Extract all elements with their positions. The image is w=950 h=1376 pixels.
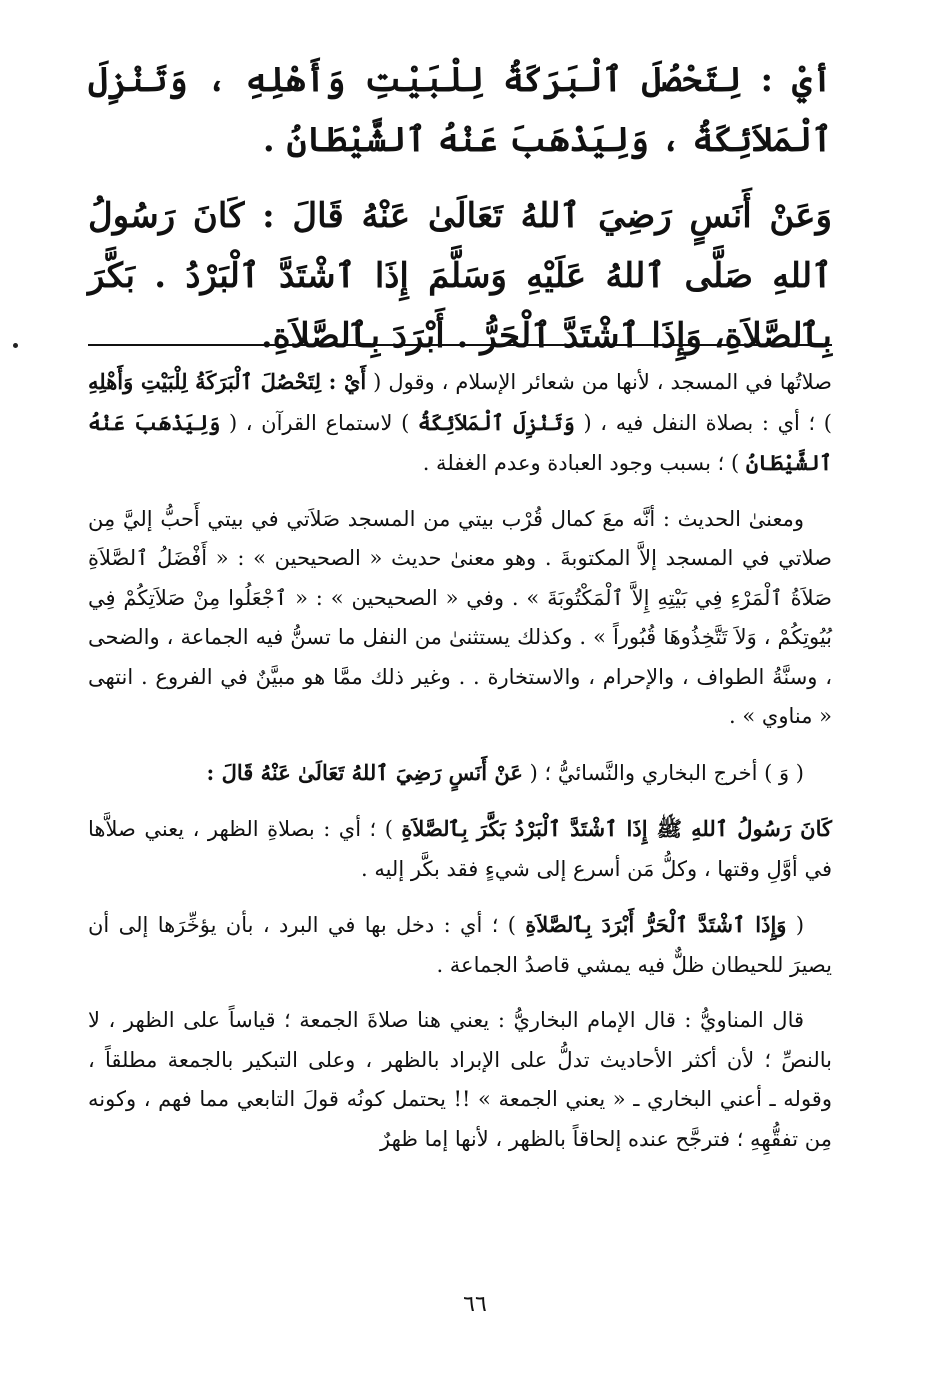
quoted-hadith-text: وَلِيَذْهَبَ عَنْهُ ٱلشَّيْطَانُ	[88, 409, 832, 475]
commentary-section	[88, 362, 832, 1175]
commentary-text: ) ؛ أي : دخل بها في البرد ، بأن يؤخِّرَها إلى أن يصيرَ للحيطان ظلٌّ فيه يمشي قاصدُ الجماعة .	[88, 913, 832, 977]
commentary-text: ) لاستماع القرآن ، (	[220, 410, 418, 435]
commentary-text: (	[786, 913, 805, 937]
main-paragraph-1: أيْ : لِتَحْصُلَ ٱلْبَرَكَةُ لِلْبَيْتِ وَأَهْلِهِ ، وَتَنْزِلَ ٱلْمَلاَئِكَةُ ، وَلِيَذْهَبَ عَنْهُ ٱلشَّيْطَانُ .	[88, 60, 832, 160]
hadith-main-text	[88, 50, 832, 382]
main-paragraph-2: وَعَنْ أَنَسٍ رَضِيَ ٱللهُ تَعَالَىٰ عَنْهُ قَالَ : كَانَ رَسُولُ ٱللهِ صَلَّى ٱللهُ عَلَيْهِ وَسَلَّمَ إِذَا ٱشْتَدَّ ٱلْبَرْدُ . بَكَّرَ بِٱلصَّلاَةِ، وَإِذَا ٱشْتَدَّ ٱلْحَرُّ . أَبْرَدَ بِٱلصَّلاَةِ.	[88, 196, 832, 356]
commentary-paragraph-6: قال المناويُّ : قال الإمام البخاريُّ : يعني هنا صلاةَ الجمعة ؛ قياساً على الظهر ، لا بالنصِّ ؛ لأن أكثر الأحاديث تدلُّ على الإبراد بالظهر ، وعلى التبكير بالجمعة مطلقاً ، وقوله ـ أعني البخاري ـ « يعني الجمعة » !! يحتمل كونُه قولَ التابعي مما فهم ، وكونه مِن تفقُّهِهِ ؛ فترجَّح عنده إلحاقاً بالظهر ، لأنها إما ظهرٌ	[88, 1008, 832, 1151]
commentary-paragraph-5	[88, 905, 832, 985]
footnote-divider	[88, 344, 832, 346]
quoted-hadith-text: عَنْ أَنَسٍ رَضِيَ ٱللهُ تَعَالَىٰ عَنْهُ قَالَ :	[206, 759, 523, 785]
quoted-hadith-text: وَتَنْزِلَ ٱلْمَلاَئِكَةُ	[417, 409, 575, 435]
page-number: ٦٦	[463, 1292, 487, 1317]
commentary-text: صلاتُها في المسجد ، لأنها من شعائر الإسلام ، وقول (	[366, 370, 832, 394]
commentary-paragraph-4	[88, 809, 832, 889]
commentary-text: ) ؛ أي : بصلاة النفل فيه ، (	[574, 410, 832, 435]
commentary-text: ) ؛ بسبب وجود العبادة وعدم الغفلة .	[422, 451, 746, 475]
commentary-text: ( وَ ) أخرج البخاري والنَّسائيُّ ؛ (	[522, 760, 804, 785]
commentary-paragraph-3	[88, 753, 832, 794]
quoted-hadith-text: كَانَ رَسُولُ ٱللهِ ﷺ إِذَا ٱشْتَدَّ ٱلْبَرْدُ بَكَّرَ بِٱلصَّلاَةِ	[401, 816, 832, 841]
stray-ink-mark	[13, 343, 18, 348]
commentary-paragraph-1	[88, 362, 832, 484]
quoted-hadith-text: أَيْ : لِتَحْصُلَ ٱلْبَرَكَةُ لِلْبَيْتِ وَأَهْلِهِ	[88, 369, 367, 394]
commentary-paragraph-2: ومعنىٰ الحديث : أنَّه معَ كمال قُرْب بيتي من المسجد صَلاَتي في بيتي أَحبُّ إليَّ مِن صلاتي في المسجد إلاَّ المكتوبةَ . وهو معنىٰ حديث « الصحيحين » : « أَفْضَلُ ٱلصَّلاَةِ صَلاَةُ ٱلْمَرْءِ فِي بَيْتِهِ إِلاَّ ٱلْمَكْتُوبَةَ » . وفي « الصحيحين » : « ٱجْعَلُوا مِنْ صَلاَتِكُمْ فِي بُيُوتِكُمْ ، وَلاَ تَتَّخِذُوهَا قُبُوراً » . وكذلك يستثنىٰ من النفل ما تسنُّ فيه الجماعة ، والضحى ، وسنَّةُ الطواف ، والإحرام ، والاستخارة . . وغير ذلك ممَّا هو مبيَّنٌ في الفروع . انتهى « مناوي » .	[88, 506, 832, 728]
commentary-text: ) ؛ أي : بصلاةِ الظهر ، يعني صلاَّها في أوَّلِ وقتها ، وكلُّ مَن أسرع إلى شيءٍ فقد بكَّر إليه .	[88, 817, 832, 881]
quoted-hadith-text: وَإِذَا ٱشْتَدَّ ٱلْحَرُّ أَبْرَدَ بِٱلصَّلاَةِ	[525, 912, 787, 937]
